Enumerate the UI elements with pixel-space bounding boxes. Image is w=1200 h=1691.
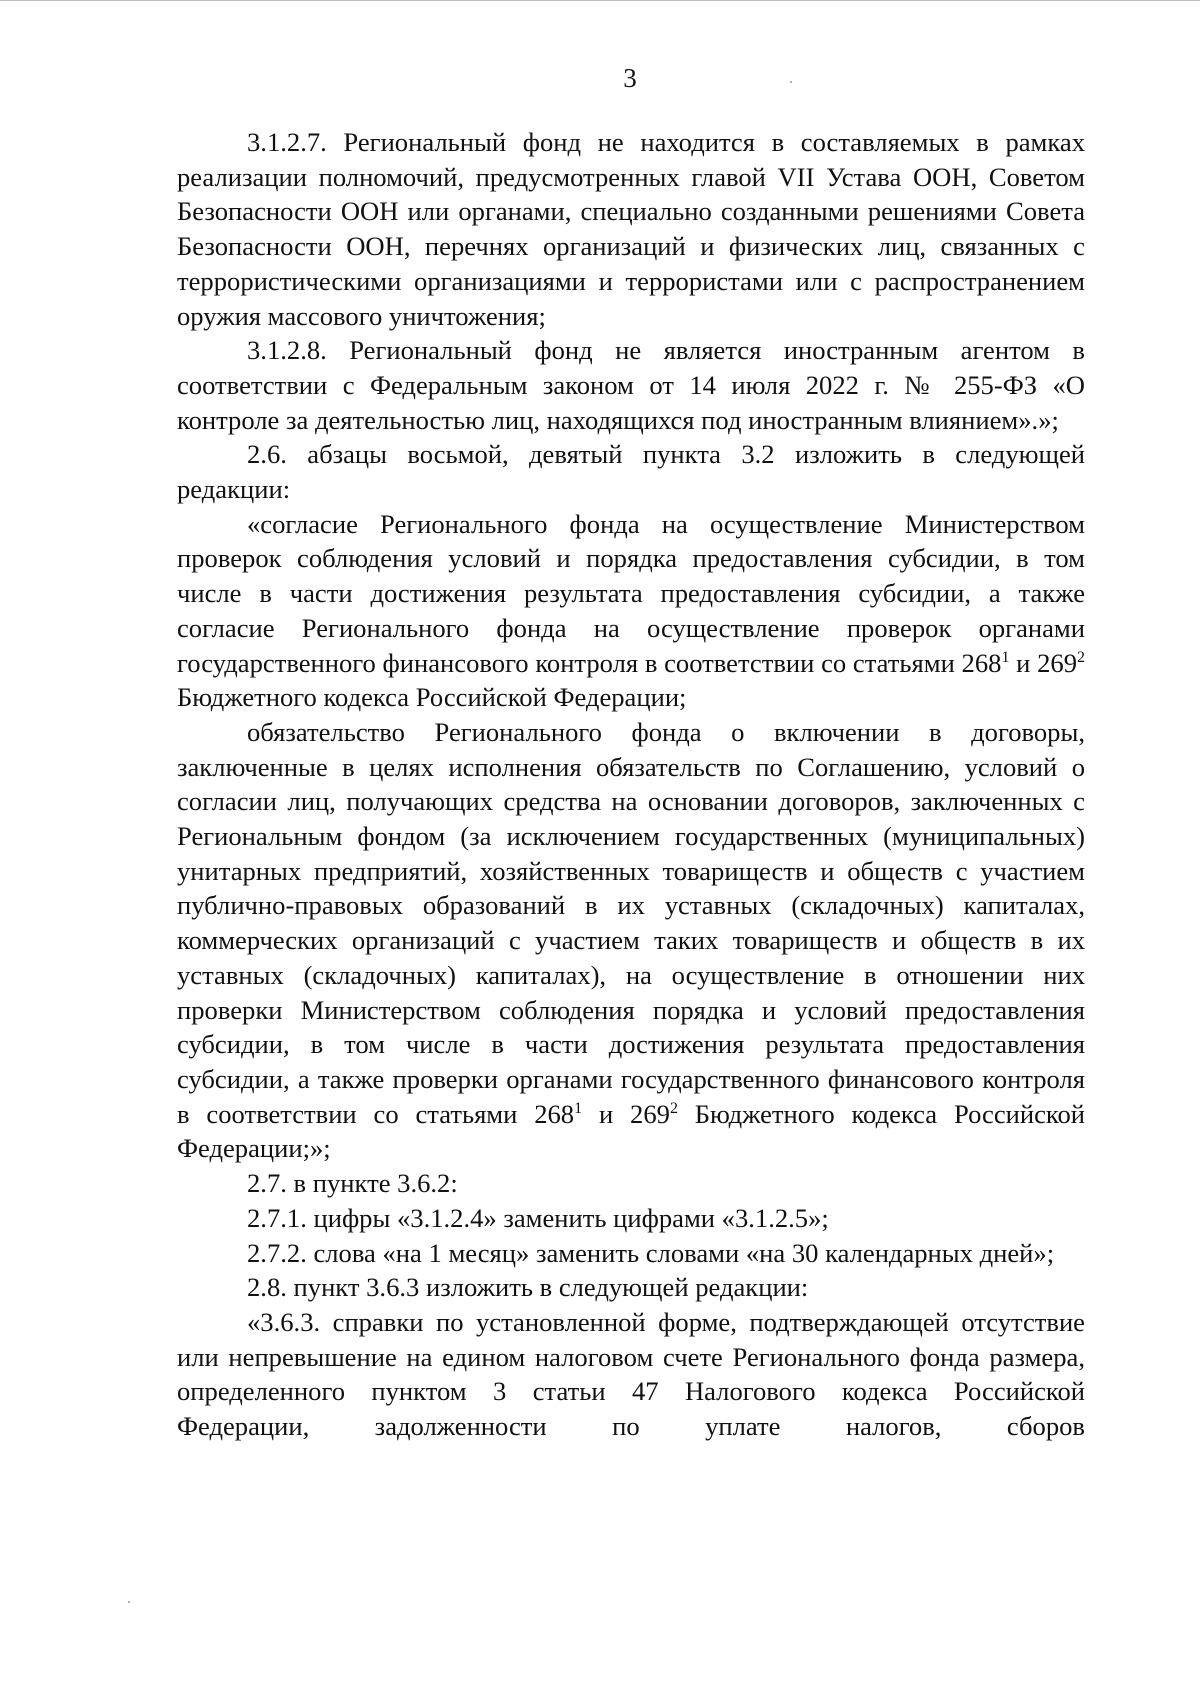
paragraph-text: обязательство Регионального фонда о включении в договоры, заключенные в целях исполнения обязательств по Соглашению, условий о согласии лиц, получающих средства на основании договоров, заключенных с Региональным фондом (за исключением государственных (муниципальных) унитарных предприятий, хозяйственных товариществ и обществ с участием публично-правовых образований в их уставных (складочных) капиталах, коммерческих организаций с участием таких товариществ и обществ в их уставных (складочных) капиталах), на осуществление в отношении них проверки Министерством соблюдения порядка и условий предоставления субсидии, в том числе в части достижения результата предоставления субсидии, а также проверки органами государственного финансового контроля в соответствии со статьями 268 (177, 716, 1085, 1129)
page-number: 3 (623, 63, 637, 93)
paragraph-obligation-clause (177, 715, 1085, 1166)
paragraph-text: «согласие Регионального фонда на осуществление Министерством проверок соблюдения условий и порядка предоставления субсидии, в том числе в части достижения результата предоставления субсидии, а также согласие Регионального фонда на осуществление проверок органами государственного финансового контроля в соответствии со статьями 268 (177, 508, 1085, 678)
scan-speck (790, 81, 792, 83)
paragraph-consent-clause (177, 507, 1085, 715)
paragraph-2-6: 2.6. абзацы восьмой, девятый пункта 3.2 изложить в следующей редакции: (177, 439, 1085, 505)
paragraph-text: и 269 (582, 1098, 670, 1129)
paragraph-text: Бюджетного кодекса Российской Федерации;»; (177, 1098, 1085, 1164)
paragraph-3-6-3: «3.6.3. справки по установленной форме, подтверждающей отсутствие или непревышение на едином налоговом счете Регионального фонда размера, определенного пунктом 3 статьи 47 Налогового кодекса Российской Федерации, задолженности по уплате налогов, сборов (177, 1306, 1085, 1442)
paragraph-text: и 269 (1009, 647, 1077, 678)
superscript: 2 (669, 1099, 678, 1117)
scan-speck (128, 1601, 130, 1603)
paragraph-text: Бюджетного кодекса Российской Федерации; (177, 682, 687, 713)
paragraph-3-1-2-7: 3.1.2.7. Региональный фонд не находится в составляемых в рамках реализации полномочий, предусмотренных главой VII Устава ООН, Советом Безопасности ООН или органами, специально созданными решениями Совета Безопасности ООН, перечнях организаций и физических лиц, связанных с террористическими организациями и террористами или с распространением оружия массового уничтожения; (177, 127, 1085, 331)
superscript: 1 (574, 1099, 583, 1117)
paragraph-2-8: 2.8. пункт 3.6.3 изложить в следующей редакции: (247, 1272, 809, 1303)
paragraph-2-7-1: 2.7.1. цифры «3.1.2.4» заменить цифрами «3.1.2.5»; (247, 1202, 829, 1233)
paragraph-2-7-2: 2.7.2. слова «на 1 месяц» заменить словами «на 30 календарных дней»; (247, 1237, 1055, 1268)
superscript: 1 (1001, 648, 1010, 666)
superscript: 2 (1077, 648, 1085, 666)
paragraph-2-7: 2.7. в пункте 3.6.2: (247, 1168, 458, 1199)
document-body (177, 125, 1085, 1444)
paragraph-3-1-2-8: 3.1.2.8. Региональный фонд не является иностранным агентом в соответствии с Федеральным законом от 14 июля 2022 г. № 255-ФЗ «О контроле за деятельностью лиц, находящихся под иностранным влиянием».»; (177, 335, 1085, 435)
